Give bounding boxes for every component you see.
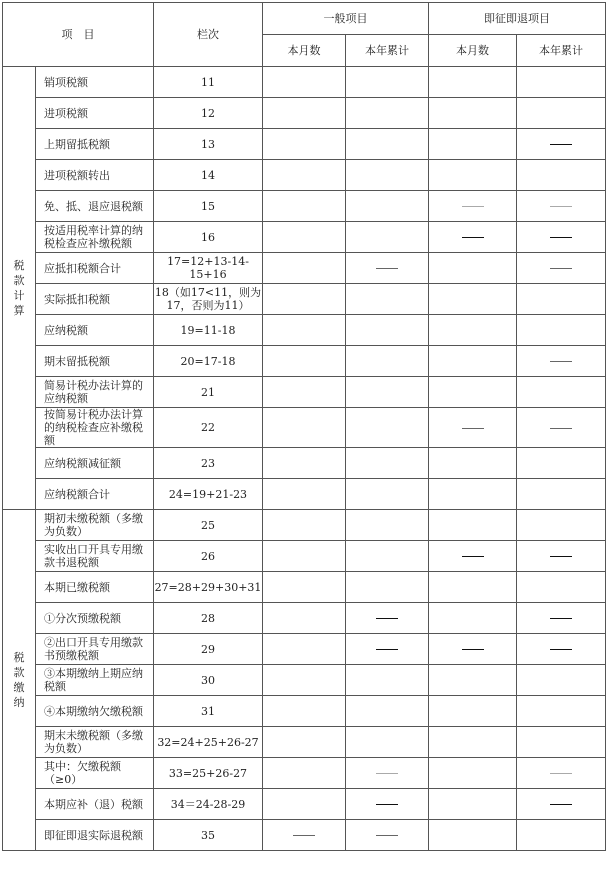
section-tax-pay [3,510,36,851]
not-applicable-dash [550,556,572,557]
table-row [3,315,606,346]
section-char: 税 [13,651,25,664]
row-item-label: ②出口开具专用缴款书预缴税额 [36,634,154,665]
header-refund-year: 本年累计 [517,35,606,67]
value-cell [429,408,517,448]
row-line-no: 27=28+29+30+31 [154,572,263,603]
value-cell [429,634,517,665]
value-cell[interactable] [263,222,346,253]
value-cell[interactable] [263,191,346,222]
table-row [3,479,606,510]
row-item-label: 期末未缴税额（多缴为负数） [36,727,154,758]
value-cell[interactable] [517,665,606,696]
table-row [3,448,606,479]
table-row [3,160,606,191]
value-cell[interactable] [429,98,517,129]
value-cell[interactable] [429,603,517,634]
value-cell[interactable] [429,696,517,727]
row-item-label: 按简易计税办法计算的纳税检查应补缴税额 [36,408,154,448]
row-line-no: 23 [154,448,263,479]
value-cell[interactable] [346,408,429,448]
not-applicable-dash [462,206,484,207]
section-char: 款 [13,274,25,287]
not-applicable-dash [550,804,572,805]
value-cell[interactable] [263,541,346,572]
row-item-label: 应纳税额合计 [36,479,154,510]
section-char: 款 [13,666,25,679]
value-cell [346,634,429,665]
row-line-no: 33=25+26-27 [154,758,263,789]
value-cell[interactable] [263,160,346,191]
row-item-label: 应纳税额 [36,315,154,346]
row-item-label: 免、抵、退应退税额 [36,191,154,222]
value-cell[interactable] [346,67,429,98]
section-char: 计 [13,289,25,302]
row-line-no: 14 [154,160,263,191]
value-cell [517,603,606,634]
table-row [3,67,606,98]
value-cell[interactable] [346,448,429,479]
value-cell[interactable] [346,315,429,346]
value-cell[interactable] [429,160,517,191]
value-cell[interactable] [263,572,346,603]
row-line-no: 16 [154,222,263,253]
table-row [3,129,606,160]
row-line-no: 11 [154,67,263,98]
row-item-label: 进项税额 [36,98,154,129]
row-line-no: 13 [154,129,263,160]
value-cell[interactable] [263,129,346,160]
table-row [3,820,606,851]
value-cell[interactable] [517,67,606,98]
value-cell[interactable] [517,448,606,479]
value-cell[interactable] [346,696,429,727]
not-applicable-dash [550,237,572,238]
value-cell[interactable] [263,315,346,346]
value-cell[interactable] [429,315,517,346]
row-line-no: 20=17-18 [154,346,263,377]
table-row [3,98,606,129]
row-item-label: 期初未缴税额（多缴为负数） [36,510,154,541]
not-applicable-dash [550,206,572,207]
table-row [3,253,606,284]
table-row [3,408,606,448]
value-cell[interactable] [517,727,606,758]
row-line-no: 18（如17<11，则为17，否则为11） [154,284,263,315]
value-cell [346,789,429,820]
row-line-no: 21 [154,377,263,408]
row-item-label: 简易计税办法计算的应纳税额 [36,377,154,408]
not-applicable-dash [376,835,398,836]
value-cell [517,191,606,222]
value-cell[interactable] [346,346,429,377]
row-item-label: ④本期缴纳欠缴税额 [36,696,154,727]
row-line-no: 19=11-18 [154,315,263,346]
value-cell[interactable] [346,572,429,603]
value-cell[interactable] [429,67,517,98]
header-general-year: 本年累计 [346,35,429,67]
not-applicable-dash [550,268,572,269]
value-cell[interactable] [517,572,606,603]
header-general: 一般项目 [263,3,429,35]
value-cell[interactable] [429,479,517,510]
value-cell[interactable] [517,377,606,408]
value-cell [517,408,606,448]
value-cell[interactable] [263,696,346,727]
value-cell[interactable] [429,284,517,315]
section-tax-calc [3,67,36,510]
row-item-label: ①分次预缴税额 [36,603,154,634]
value-cell [346,253,429,284]
row-line-no: 26 [154,541,263,572]
row-line-no: 31 [154,696,263,727]
value-cell[interactable] [263,346,346,377]
row-line-no: 30 [154,665,263,696]
table-row [3,696,606,727]
section-char: 缴 [13,681,25,694]
row-item-label: 其中：欠缴税额（≥0） [36,758,154,789]
value-cell [517,541,606,572]
row-line-no: 32=24+25+26-27 [154,727,263,758]
not-applicable-dash [376,804,398,805]
value-cell[interactable] [263,603,346,634]
row-item-label: 按适用税率计算的纳税检查应补缴税额 [36,222,154,253]
value-cell[interactable] [263,67,346,98]
value-cell [429,541,517,572]
value-cell[interactable] [517,510,606,541]
value-cell[interactable] [346,160,429,191]
value-cell [517,634,606,665]
not-applicable-dash [376,618,398,619]
row-item-label: 本期已缴税额 [36,572,154,603]
table-row [3,346,606,377]
row-item-label: 应抵扣税额合计 [36,253,154,284]
value-cell[interactable] [429,377,517,408]
not-applicable-dash [550,649,572,650]
value-cell[interactable] [263,448,346,479]
value-cell[interactable] [429,448,517,479]
row-line-no: 24=19+21-23 [154,479,263,510]
value-cell[interactable] [429,510,517,541]
table-row [3,727,606,758]
row-line-no: 17=12+13-14-15+16 [154,253,263,284]
row-line-no: 28 [154,603,263,634]
value-cell[interactable] [263,758,346,789]
row-item-label: 销项税额 [36,67,154,98]
not-applicable-dash [462,428,484,429]
value-cell[interactable] [517,696,606,727]
value-cell [517,253,606,284]
value-cell[interactable] [263,479,346,510]
value-cell[interactable] [429,129,517,160]
table-row [3,634,606,665]
value-cell[interactable] [263,789,346,820]
not-applicable-dash [462,237,484,238]
not-applicable-dash [462,649,484,650]
value-cell[interactable] [429,253,517,284]
value-cell[interactable] [263,408,346,448]
row-line-no: 22 [154,408,263,448]
value-cell[interactable] [346,284,429,315]
header-refund-month: 本月数 [429,35,517,67]
value-cell [517,129,606,160]
value-cell [517,222,606,253]
row-item-label: 期末留抵税额 [36,346,154,377]
value-cell [517,346,606,377]
value-cell[interactable] [517,284,606,315]
value-cell [346,820,429,851]
header-line-no: 栏次 [154,3,263,67]
value-cell [429,222,517,253]
row-item-label: ③本期缴纳上期应纳税额 [36,665,154,696]
value-cell[interactable] [346,510,429,541]
value-cell[interactable] [517,820,606,851]
value-cell[interactable] [517,479,606,510]
value-cell[interactable] [346,665,429,696]
not-applicable-dash [550,144,572,145]
section-char: 税 [13,259,25,272]
not-applicable-dash [550,773,572,774]
row-item-label: 实际抵扣税额 [36,284,154,315]
not-applicable-dash [550,428,572,429]
table-row [3,377,606,408]
not-applicable-dash [376,773,398,774]
value-cell[interactable] [263,634,346,665]
value-cell[interactable] [429,789,517,820]
table-row [3,789,606,820]
table-row [3,191,606,222]
row-item-label: 上期留抵税额 [36,129,154,160]
table-row [3,572,606,603]
not-applicable-dash [550,361,572,362]
row-line-no: 34＝24-28-29 [154,789,263,820]
value-cell[interactable] [263,377,346,408]
value-cell[interactable] [346,377,429,408]
table-row [3,541,606,572]
value-cell[interactable] [517,160,606,191]
value-cell[interactable] [263,727,346,758]
value-cell[interactable] [429,572,517,603]
value-cell[interactable] [429,758,517,789]
row-item-label: 即征即退实际退税额 [36,820,154,851]
value-cell [517,789,606,820]
not-applicable-dash [376,649,398,650]
value-cell [346,603,429,634]
value-cell[interactable] [346,129,429,160]
row-line-no: 12 [154,98,263,129]
value-cell [517,758,606,789]
row-line-no: 15 [154,191,263,222]
header-general-month: 本月数 [263,35,346,67]
table-row [3,284,606,315]
value-cell[interactable] [263,284,346,315]
tax-return-table [2,2,606,851]
value-cell [263,820,346,851]
section-char: 纳 [13,696,25,709]
row-item-label: 应纳税额减征额 [36,448,154,479]
value-cell[interactable] [346,727,429,758]
value-cell[interactable] [429,665,517,696]
table-row [3,603,606,634]
row-line-no: 25 [154,510,263,541]
not-applicable-dash [293,835,315,836]
value-cell[interactable] [429,346,517,377]
not-applicable-dash [376,268,398,269]
value-cell[interactable] [346,191,429,222]
row-item-label: 实收出口开具专用缴款书退税额 [36,541,154,572]
value-cell[interactable] [263,665,346,696]
row-line-no: 35 [154,820,263,851]
value-cell [346,758,429,789]
value-cell[interactable] [517,315,606,346]
section-char: 算 [13,304,25,317]
value-cell[interactable] [517,98,606,129]
row-item-label: 本期应补（退）税额 [36,789,154,820]
value-cell[interactable] [263,510,346,541]
table-row [3,222,606,253]
value-cell[interactable] [346,98,429,129]
value-cell[interactable] [346,479,429,510]
value-cell[interactable] [263,253,346,284]
value-cell[interactable] [346,222,429,253]
not-applicable-dash [550,618,572,619]
row-item-label: 进项税额转出 [36,160,154,191]
header-item: 项 目 [3,3,154,67]
value-cell[interactable] [263,98,346,129]
value-cell [429,191,517,222]
value-cell[interactable] [429,820,517,851]
not-applicable-dash [462,556,484,557]
row-line-no: 29 [154,634,263,665]
table-row [3,758,606,789]
table-row [3,665,606,696]
value-cell[interactable] [429,727,517,758]
value-cell[interactable] [346,541,429,572]
header-refund: 即征即退项目 [429,3,606,35]
table-row [3,510,606,541]
